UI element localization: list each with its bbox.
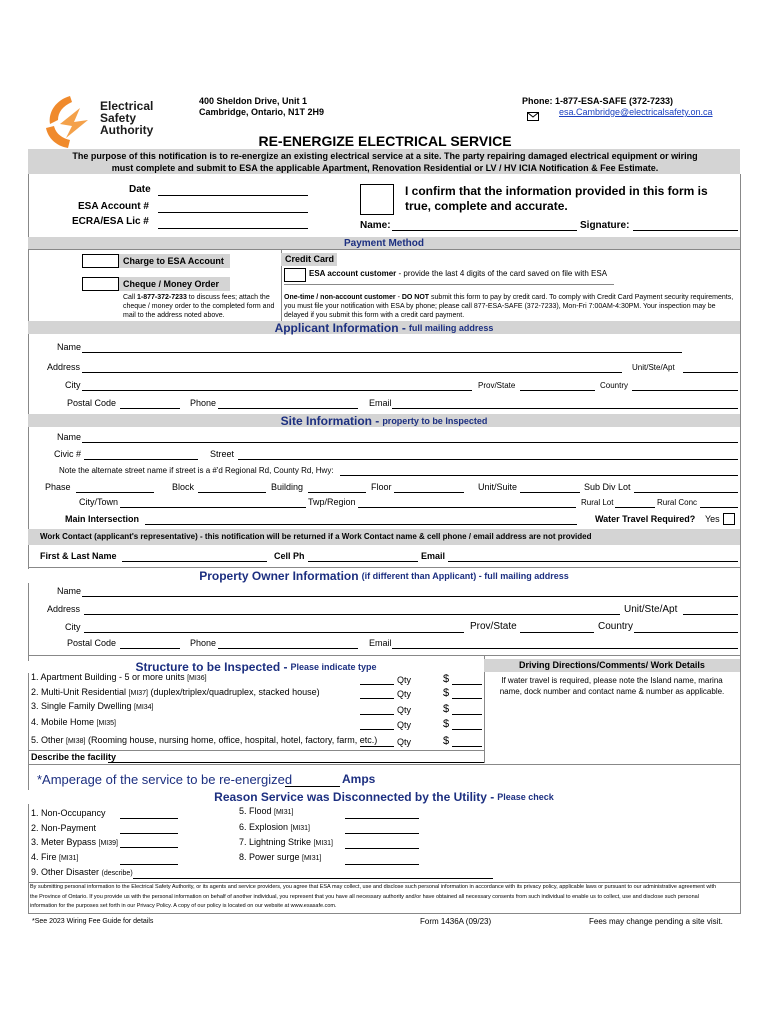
reason-check-8[interactable] [345, 864, 419, 865]
owner-postal-field[interactable] [120, 648, 180, 649]
site-main-int-label: Main Intersection [65, 514, 140, 524]
date-label: Date [129, 184, 151, 195]
office-address-2: Cambridge, Ontario, N1T 2H9 [199, 107, 325, 117]
privacy-text-2: the Province of Ontario. If you provide us with the personal information on behalf of another individual, you represent that you have all necessary authority and/or have obtained all necessary consents from such individual to enable us to collect, use and disclose such personal [30, 894, 699, 900]
work-contact-email-field[interactable] [448, 561, 738, 562]
reason-check-7[interactable] [345, 848, 419, 849]
owner-country-field[interactable] [634, 632, 738, 633]
owner-top-divider [28, 567, 740, 568]
confirm-text-2: true, complete and accurate. [405, 199, 568, 213]
org-name-1: Electrical [100, 99, 154, 113]
structure-item-2: 2. Multi-Unit Residential [MI37] (duplex/triplex/quadruplex, stacked house) [31, 687, 320, 697]
cheque-note-3: mail to the address noted above. [123, 312, 225, 319]
applicant-unit-field[interactable] [683, 372, 738, 373]
structure-item-4: 4. Mobile Home [MI35] [31, 717, 116, 727]
qty-field-2[interactable] [360, 698, 394, 699]
purpose-text-2: must complete and submit to ESA the applicable Apartment, Renovation Residential or LV / HV ICIA Notification & Fee Estimate. [111, 163, 659, 173]
cheque-note-2: cheque / money order to the completed form and [123, 303, 275, 310]
owner-phone-label: Phone [190, 638, 217, 648]
amps-unit: Amps [342, 772, 376, 786]
esa-account-field[interactable] [158, 212, 308, 213]
dollar-label-2: $ [443, 687, 450, 699]
site-twp-field[interactable] [358, 507, 576, 508]
date-field[interactable] [158, 195, 308, 196]
onetime-text-3: delayed if you submit this form with a credit card payment. [284, 312, 465, 319]
applicant-postal-field[interactable] [120, 408, 180, 409]
site-rural-conc-label: Rural Conc [657, 498, 698, 507]
owner-unit-field[interactable] [683, 614, 738, 615]
site-street-label: Street [210, 449, 235, 459]
work-contact-cell-field[interactable] [308, 561, 418, 562]
water-travel-checkbox[interactable] [723, 513, 735, 525]
structure-item-3: 3. Single Family Dwelling [MI34] [31, 701, 154, 711]
privacy-text-1: By submitting personal information to the Electrical Safety Authority, or its agents and service providers, you agree that ESA may collect, use and disclose such personal information in accordance with its privacy policy, applicable laws or pursuant to our administrative agreement with [30, 884, 717, 890]
site-phase-label: Phase [45, 482, 71, 492]
site-phase-field[interactable] [76, 492, 154, 493]
describe-facility-field[interactable] [108, 762, 484, 763]
qty-field-1[interactable] [360, 684, 394, 685]
work-contact-name-label: First & Last Name [40, 551, 117, 561]
confirm-name-field[interactable] [392, 230, 577, 231]
owner-country-label: Country [598, 621, 634, 632]
amperage-label: *Amperage of the service to be re-energized [37, 772, 293, 787]
work-contact-note: Work Contact (applicant's representative) - this notification will be returned if a Work Contact name & cell phone / email address are not provided [40, 532, 592, 541]
owner-title: Property Owner Information [199, 569, 359, 583]
site-street-field[interactable] [238, 459, 738, 460]
structure-subtitle: Please indicate type [290, 662, 377, 672]
reason-item-9: 9. Other Disaster (describe) [31, 867, 133, 877]
onetime-text-1: One-time / non-account customer - DO NOT submit this form to pay by credit card. To comply with Credit Card Payment security requirements, [284, 294, 734, 301]
confirm-name-label: Name: [360, 220, 391, 231]
fees-disclaimer: Fees may change pending a site visit. [589, 917, 723, 926]
owner-address-label: Address [47, 604, 81, 614]
owner-header [28, 569, 740, 583]
directions-text-2: name, dock number and contact name & number as applicable. [499, 687, 725, 696]
owner-postal-label: Postal Code [67, 638, 117, 648]
qty-label-3: Qty [397, 705, 412, 715]
fee-field-1[interactable] [452, 684, 482, 685]
dollar-label-3: $ [443, 703, 450, 715]
applicant-name-field[interactable] [82, 352, 682, 353]
site-block-field[interactable] [198, 492, 266, 493]
owner-city-label: City [65, 622, 81, 632]
applicant-phone-field[interactable] [218, 408, 358, 409]
applicant-email-label: Email [369, 398, 392, 408]
fee-field-3[interactable] [452, 714, 482, 715]
reason-check-6[interactable] [345, 833, 419, 834]
confirm-checkbox[interactable] [360, 184, 394, 215]
reason-item-7: 7. Lightning Strike [MI31] [239, 837, 333, 847]
reason-item-6: 6. Explosion [MI31] [239, 822, 310, 832]
amperage-top-divider [28, 764, 740, 765]
structure-item-5: 5. Other [MI38] (Rooming house, nursing home, office, hospital, hotel, factory, farm, etc.) [31, 735, 378, 745]
site-rural-conc-field[interactable] [700, 507, 738, 508]
site-alt-street-field[interactable] [340, 475, 738, 476]
work-contact-name-field[interactable] [122, 561, 267, 562]
applicant-title: Applicant Information - [274, 320, 406, 335]
site-title: Site Information - [280, 413, 380, 428]
owner-unit-label: Unit/Ste/Apt [624, 604, 678, 615]
site-floor-field[interactable] [394, 492, 464, 493]
reason-other-field[interactable] [133, 878, 493, 879]
site-alt-street-note: Note the alternate street name if street is a #'d Regional Rd, County Rd, Hwy: [59, 466, 334, 475]
dollar-label-1: $ [443, 673, 450, 685]
site-rural-lot-field[interactable] [615, 507, 655, 508]
owner-name-label: Name [57, 586, 82, 596]
applicant-name-label: Name [57, 342, 82, 352]
water-travel-yes-label: Yes [705, 514, 720, 524]
site-block-label: Block [172, 482, 195, 492]
reason-subtitle: Please check [497, 792, 554, 802]
directions-text-1: If water travel is required, please note the Island name, marina [501, 676, 723, 685]
site-subdiv-field[interactable] [634, 492, 738, 493]
directions-title: Driving Directions/Comments/ Work Details [519, 660, 705, 670]
structure-item-1: 1. Apartment Building - 5 or more units [MI36] [31, 672, 207, 682]
applicant-postal-label: Postal Code [67, 398, 117, 408]
frame-right [740, 174, 741, 914]
reason-check-5[interactable] [345, 818, 419, 819]
form-title: RE-ENERGIZE ELECTRICAL SERVICE [258, 133, 512, 149]
ecra-field[interactable] [158, 228, 308, 229]
dollar-label-4: $ [443, 718, 450, 730]
site-city-field[interactable] [120, 507, 306, 508]
site-name-field[interactable] [82, 442, 738, 443]
onetime-text-2: you must file your notification with ESA by phone; please call 877-ESA-SAFE (372-7233), Mon-Fri 7:00AM-4:30PM. Your inspection may be [284, 303, 716, 310]
owner-phone-field[interactable] [218, 648, 358, 649]
applicant-city-field[interactable] [82, 390, 472, 391]
payment-top-divider [28, 249, 740, 250]
owner-prov-field[interactable] [520, 632, 594, 633]
reason-title: Reason Service was Disconnected by the Utility - [214, 790, 495, 804]
reason-item-2: 2. Non-Payment [31, 823, 97, 833]
qty-field-5[interactable] [360, 746, 394, 747]
structure-title: Structure to be Inspected - [135, 660, 288, 674]
fee-field-2[interactable] [452, 698, 482, 699]
owner-address-field[interactable] [84, 614, 620, 615]
payment-title: Payment Method [343, 237, 424, 249]
applicant-prov-field[interactable] [520, 390, 595, 391]
site-unit-label: Unit/Suite [478, 482, 518, 492]
form-number: Form 1436A (09/23) [420, 917, 492, 926]
cheque-label: Cheque / Money Order [123, 279, 220, 289]
cheque-checkbox[interactable] [82, 277, 119, 291]
qty-label-1: Qty [397, 675, 412, 685]
site-subdiv-label: Sub Div Lot [584, 482, 631, 492]
reason-item-3: 3. Meter Bypass [MI39] [31, 837, 118, 847]
office-phone: Phone: 1-877-ESA-SAFE (372-7233) [522, 96, 674, 106]
applicant-header [28, 321, 740, 334]
privacy-text-3: information for the purposes set forth in our Privacy Policy. A copy of our policy is located on our website at www.esasafe.com. [30, 903, 337, 909]
reason-check-3[interactable] [120, 847, 178, 848]
owner-email-field[interactable] [392, 648, 738, 649]
dollar-label-5: $ [443, 735, 450, 747]
owner-prov-label: Prov/State [470, 621, 517, 632]
applicant-city-label: City [65, 380, 81, 390]
describe-facility-label: Describe the facility [31, 752, 117, 762]
reason-check-4[interactable] [120, 864, 178, 865]
reason-check-2[interactable] [120, 833, 178, 834]
applicant-subtitle: full mailing address [408, 322, 494, 333]
site-building-field[interactable] [308, 492, 366, 493]
applicant-email-field[interactable] [392, 408, 738, 409]
charge-account-label: Charge to ESA Account [123, 256, 224, 266]
signature-label: Signature: [580, 220, 630, 231]
site-civic-label: Civic # [54, 449, 82, 459]
reason-check-1[interactable] [120, 818, 178, 819]
reason-item-8: 8. Power surge [MI31] [239, 852, 322, 862]
site-twp-label: Twp/Region [308, 497, 356, 507]
esa-account-label: ESA Account # [78, 201, 149, 212]
applicant-country-label: Country [600, 381, 629, 390]
reason-item-1: 1. Non-Occupancy [31, 808, 106, 818]
privacy-top-divider [28, 882, 740, 883]
qty-label-2: Qty [397, 689, 412, 699]
applicant-address-label: Address [47, 362, 81, 372]
reason-header [28, 790, 740, 804]
ecra-label: ECRA/ESA Lic # [72, 216, 149, 227]
esa-customer-checkbox[interactable] [284, 268, 306, 282]
charge-account-checkbox[interactable] [82, 254, 119, 268]
cheque-note-1: Call 1-877-372-7233 to discuss fees; attach the [123, 294, 270, 301]
office-email-link[interactable]: esa.Cambridge@electricalsafety.on.ca [559, 107, 713, 117]
purpose-text-1: The purpose of this notification is to re-energize an existing electrical service at a site. The party repairing damaged electrical equipment or wiring [72, 151, 698, 161]
site-main-int-field[interactable] [145, 524, 577, 525]
qty-label-4: Qty [397, 720, 412, 730]
fee-field-4[interactable] [452, 729, 482, 730]
org-name-2: Safety [100, 111, 137, 125]
card-digits-field[interactable] [284, 284, 614, 285]
applicant-address-field[interactable] [82, 372, 622, 373]
applicant-prov-label: Prov/State [478, 381, 516, 390]
site-rural-lot-label: Rural Lot [581, 498, 614, 507]
owner-name-field[interactable] [82, 596, 738, 597]
describe-top-divider [28, 750, 484, 751]
confirm-text-1: I confirm that the information provided in this form is [405, 184, 708, 198]
privacy-bottom-divider [28, 913, 740, 914]
owner-email-label: Email [369, 638, 392, 648]
owner-subtitle: (if different than Applicant) - full mailing address [361, 571, 569, 581]
footer-note: *See 2023 Wiring Fee Guide for details [32, 918, 154, 925]
reason-item-5: 5. Flood [MI31] [239, 806, 294, 816]
qty-label-5: Qty [397, 737, 412, 747]
applicant-unit-label: Unit/Ste/Apt [632, 363, 675, 372]
credit-card-label: Credit Card [285, 254, 335, 264]
applicant-phone-label: Phone [190, 398, 217, 408]
qty-field-3[interactable] [360, 714, 394, 715]
site-subtitle: property to be Inspected [382, 415, 488, 426]
office-address-1: 400 Sheldon Drive, Unit 1 [199, 96, 308, 106]
payment-header [28, 237, 740, 249]
reason-item-4: 4. Fire [MI31] [31, 852, 79, 862]
structure-top-divider [28, 655, 740, 656]
org-name-3: Authority [100, 123, 154, 137]
envelope-icon [527, 108, 539, 117]
site-unit-field[interactable] [520, 492, 580, 493]
fee-field-5[interactable] [452, 746, 482, 747]
site-name-label: Name [57, 432, 82, 442]
site-floor-label: Floor [371, 482, 392, 492]
work-contact-email-label: Email [421, 551, 446, 561]
applicant-country-field[interactable] [632, 390, 738, 391]
site-civic-field[interactable] [84, 459, 198, 460]
site-building-label: Building [271, 482, 304, 492]
site-city-label: City/Town [79, 497, 119, 507]
site-header [28, 414, 740, 427]
signature-field[interactable] [633, 230, 738, 231]
owner-city-field[interactable] [84, 632, 464, 633]
qty-field-4[interactable] [360, 729, 394, 730]
water-travel-label: Water Travel Required? [595, 514, 696, 524]
work-contact-cell-label: Cell Ph [274, 551, 305, 561]
amperage-field[interactable] [285, 786, 340, 787]
esa-customer-text: ESA account customer - provide the last 4 digits of the card saved on file with ESA [309, 269, 608, 278]
